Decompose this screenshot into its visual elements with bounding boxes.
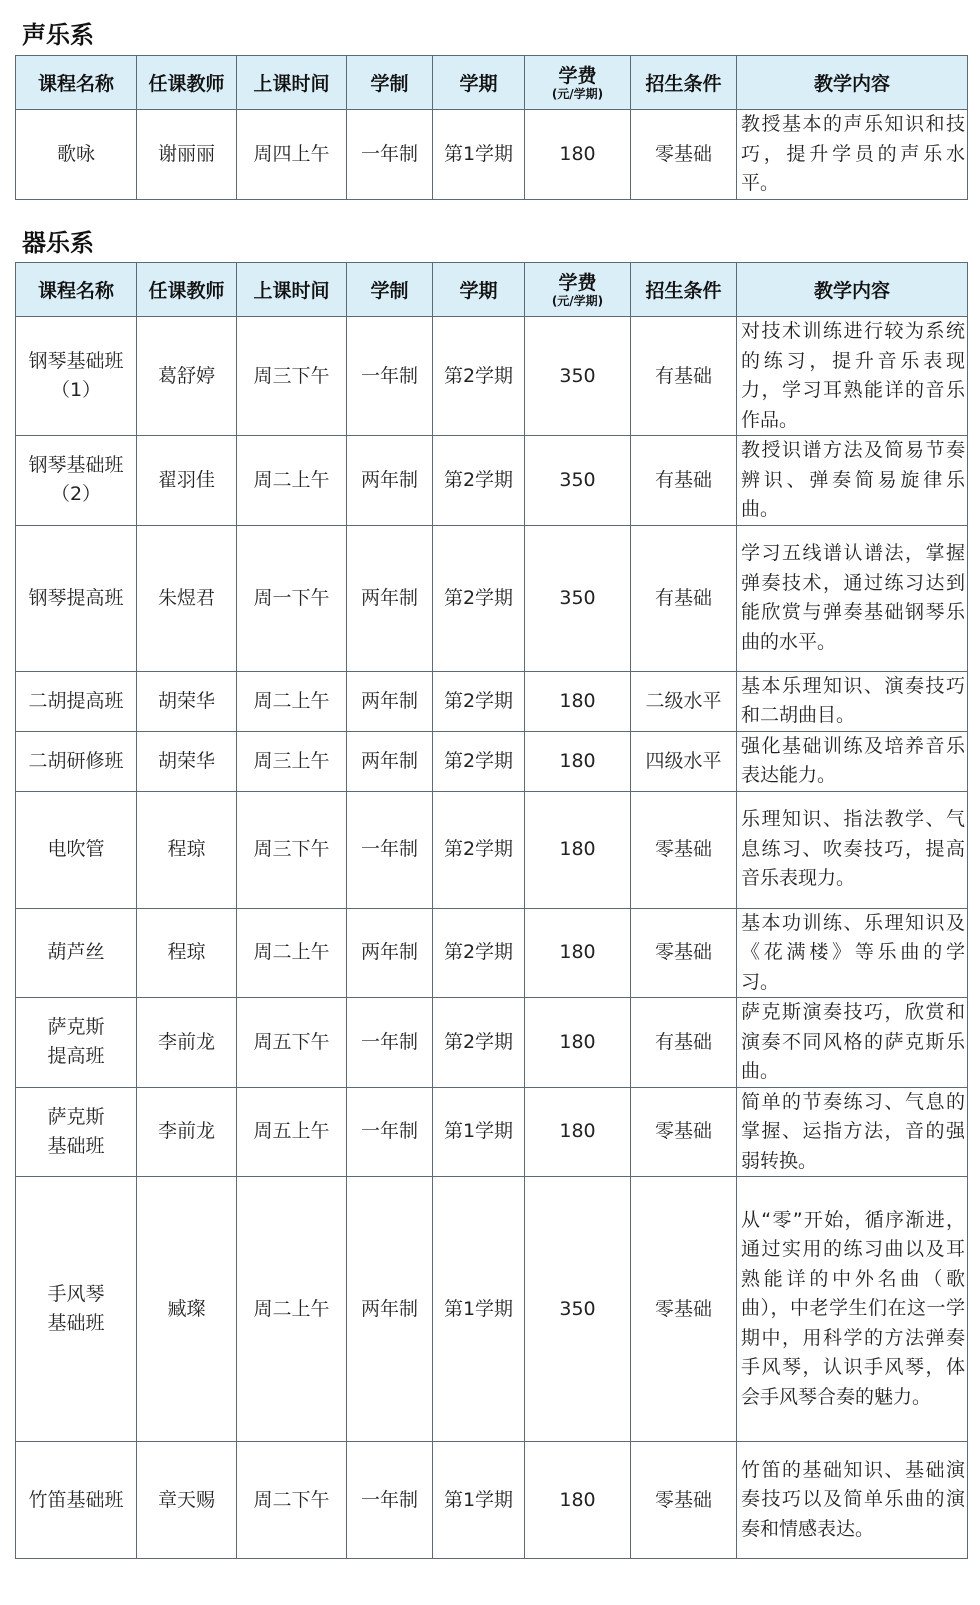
content-cell: 基本功训练、乐理知识及《花满楼》等乐曲的学习。 [737, 908, 968, 998]
teacher-cell: 谢丽丽 [137, 110, 237, 200]
section-title-vocal: 声乐系 [22, 21, 94, 49]
system-cell: 一年制 [347, 791, 433, 908]
instrumental-course-table [15, 262, 968, 1559]
teacher-cell: 程琼 [137, 908, 237, 998]
term-cell: 第2学期 [433, 791, 525, 908]
fee-cell: 180 [525, 671, 631, 731]
course-name-cell: 歌咏 [16, 110, 137, 200]
section-title-instrumental: 器乐系 [22, 229, 94, 257]
header-system: 学制 [347, 263, 433, 317]
course-name-cell: 钢琴提高班 [16, 525, 137, 671]
course-name-line2: （2） [50, 483, 102, 506]
header-fee-label: 学费 [558, 64, 597, 87]
time-cell: 周二上午 [237, 436, 347, 526]
header-fee [525, 56, 631, 110]
fee-cell: 180 [525, 791, 631, 908]
teacher-cell: 臧璨 [137, 1177, 237, 1442]
fee-cell: 350 [525, 1177, 631, 1442]
teacher-cell: 胡荣华 [137, 731, 237, 791]
table-row [16, 791, 968, 908]
content-cell: 教授识谱方法及简易节奏辨识、弹奏简易旋律乐曲。 [737, 436, 968, 526]
term-cell: 第2学期 [433, 525, 525, 671]
header-course-name: 课程名称 [16, 263, 137, 317]
header-term: 学期 [433, 56, 525, 110]
header-fee-label: 学费 [558, 271, 597, 294]
term-cell: 第2学期 [433, 317, 525, 436]
fee-cell: 180 [525, 998, 631, 1088]
system-cell: 两年制 [347, 525, 433, 671]
condition-cell: 零基础 [631, 1087, 737, 1177]
teacher-cell: 李前龙 [137, 1087, 237, 1177]
content-cell: 学习五线谱认谱法，掌握弹奏技术，通过练习达到能欣赏与弹奏基础钢琴乐曲的水平。 [737, 525, 968, 671]
fee-cell: 350 [525, 436, 631, 526]
table-row [16, 1177, 968, 1442]
table-row [16, 317, 968, 436]
vocal-course-table [15, 55, 968, 200]
system-cell: 一年制 [347, 1442, 433, 1559]
time-cell: 周五下午 [237, 998, 347, 1088]
content-cell: 从“零”开始，循序渐进，通过实用的练习曲以及耳熟能详的中外名曲（歌曲），中老学生们在这一学期中，用科学的方法弹奏手风琴，认识手风琴，体会手风琴合奏的魅力。 [737, 1177, 968, 1442]
term-cell: 第2学期 [433, 908, 525, 998]
content-cell: 乐理知识、指法教学、气息练习、吹奏技巧，提高音乐表现力。 [737, 791, 968, 908]
course-name-line1: 萨克斯 [47, 1016, 105, 1039]
system-cell: 两年制 [347, 1177, 433, 1442]
header-fee-unit: (元/学期) [551, 86, 604, 101]
system-cell: 两年制 [347, 731, 433, 791]
content-cell: 基本乐理知识、演奏技巧和二胡曲目。 [737, 671, 968, 731]
time-cell: 周三下午 [237, 317, 347, 436]
time-cell: 周一下午 [237, 525, 347, 671]
header-fee-unit: (元/学期) [551, 293, 604, 308]
teacher-cell: 朱煜君 [137, 525, 237, 671]
term-cell: 第2学期 [433, 731, 525, 791]
course-name-cell: 二胡研修班 [16, 731, 137, 791]
teacher-cell: 葛舒婷 [137, 317, 237, 436]
term-cell: 第2学期 [433, 671, 525, 731]
table-row [16, 1087, 968, 1177]
term-cell: 第1学期 [433, 1087, 525, 1177]
condition-cell: 零基础 [631, 791, 737, 908]
table-row [16, 110, 968, 200]
system-cell: 两年制 [347, 436, 433, 526]
table-row [16, 1442, 968, 1559]
course-name-line1: 萨克斯 [47, 1105, 105, 1128]
course-name-cell [16, 1177, 137, 1442]
course-name-cell: 二胡提高班 [16, 671, 137, 731]
system-cell: 两年制 [347, 908, 433, 998]
time-cell: 周五上午 [237, 1087, 347, 1177]
condition-cell: 零基础 [631, 110, 737, 200]
content-cell: 竹笛的基础知识、基础演奏技巧以及简单乐曲的演奏和情感表达。 [737, 1442, 968, 1559]
header-condition: 招生条件 [631, 56, 737, 110]
content-cell: 对技术训练进行较为系统的练习，提升音乐表现力，学习耳熟能详的音乐作品。 [737, 317, 968, 436]
table-header-row [16, 56, 968, 110]
condition-cell: 有基础 [631, 998, 737, 1088]
header-teacher: 任课教师 [137, 56, 237, 110]
header-fee [525, 263, 631, 317]
header-system: 学制 [347, 56, 433, 110]
condition-cell: 有基础 [631, 317, 737, 436]
course-name-line2: 基础班 [47, 1312, 105, 1334]
fee-cell: 180 [525, 731, 631, 791]
teacher-cell: 程琼 [137, 791, 237, 908]
content-cell: 教授基本的声乐知识和技巧，提升学员的声乐水平。 [737, 110, 968, 200]
course-name-line1: 钢琴基础班 [28, 350, 124, 372]
header-term: 学期 [433, 263, 525, 317]
course-name-cell [16, 1087, 137, 1177]
condition-cell: 有基础 [631, 436, 737, 526]
course-name-line2: 提高班 [47, 1045, 105, 1068]
fee-cell: 350 [525, 525, 631, 671]
fee-cell: 180 [525, 1087, 631, 1177]
course-name-cell [16, 436, 137, 526]
teacher-cell: 李前龙 [137, 998, 237, 1088]
table-row [16, 731, 968, 791]
condition-cell: 零基础 [631, 1442, 737, 1559]
course-name-line1: 手风琴 [47, 1283, 105, 1305]
condition-cell: 零基础 [631, 1177, 737, 1442]
time-cell: 周三上午 [237, 731, 347, 791]
course-name-cell: 电吹管 [16, 791, 137, 908]
term-cell: 第2学期 [433, 436, 525, 526]
system-cell: 两年制 [347, 671, 433, 731]
teacher-cell: 翟羽佳 [137, 436, 237, 526]
content-cell: 萨克斯演奏技巧，欣赏和演奏不同风格的萨克斯乐曲。 [737, 998, 968, 1088]
condition-cell: 四级水平 [631, 731, 737, 791]
course-name-line2: （1） [50, 379, 102, 401]
content-cell: 简单的节奏练习、气息的掌握、运指方法，音的强弱转换。 [737, 1087, 968, 1177]
time-cell: 周二上午 [237, 908, 347, 998]
header-content: 教学内容 [737, 263, 968, 317]
teacher-cell: 胡荣华 [137, 671, 237, 731]
time-cell: 周二下午 [237, 1442, 347, 1559]
course-name-cell: 葫芦丝 [16, 908, 137, 998]
course-name-cell [16, 998, 137, 1088]
system-cell: 一年制 [347, 110, 433, 200]
header-class-time: 上课时间 [237, 263, 347, 317]
fee-cell: 180 [525, 110, 631, 200]
course-name-cell [16, 317, 137, 436]
term-cell: 第1学期 [433, 1442, 525, 1559]
table-row [16, 525, 968, 671]
condition-cell: 二级水平 [631, 671, 737, 731]
system-cell: 一年制 [347, 317, 433, 436]
course-name-cell: 竹笛基础班 [16, 1442, 137, 1559]
header-course-name: 课程名称 [16, 56, 137, 110]
table-row [16, 671, 968, 731]
content-cell: 强化基础训练及培养音乐表达能力。 [737, 731, 968, 791]
teacher-cell: 章天赐 [137, 1442, 237, 1559]
term-cell: 第1学期 [433, 1177, 525, 1442]
header-class-time: 上课时间 [237, 56, 347, 110]
fee-cell: 350 [525, 317, 631, 436]
header-content: 教学内容 [737, 56, 968, 110]
fee-cell: 180 [525, 908, 631, 998]
condition-cell: 有基础 [631, 525, 737, 671]
time-cell: 周二上午 [237, 1177, 347, 1442]
table-row [16, 436, 968, 526]
header-condition: 招生条件 [631, 263, 737, 317]
term-cell: 第1学期 [433, 110, 525, 200]
table-header-row [16, 263, 968, 317]
table-row [16, 908, 968, 998]
time-cell: 周二上午 [237, 671, 347, 731]
system-cell: 一年制 [347, 1087, 433, 1177]
time-cell: 周四上午 [237, 110, 347, 200]
system-cell: 一年制 [347, 998, 433, 1088]
condition-cell: 零基础 [631, 908, 737, 998]
table-row [16, 998, 968, 1088]
term-cell: 第2学期 [433, 998, 525, 1088]
course-name-line1: 钢琴基础班 [28, 454, 124, 477]
header-teacher: 任课教师 [137, 263, 237, 317]
course-name-line2: 基础班 [47, 1134, 105, 1157]
fee-cell: 180 [525, 1442, 631, 1559]
time-cell: 周三下午 [237, 791, 347, 908]
